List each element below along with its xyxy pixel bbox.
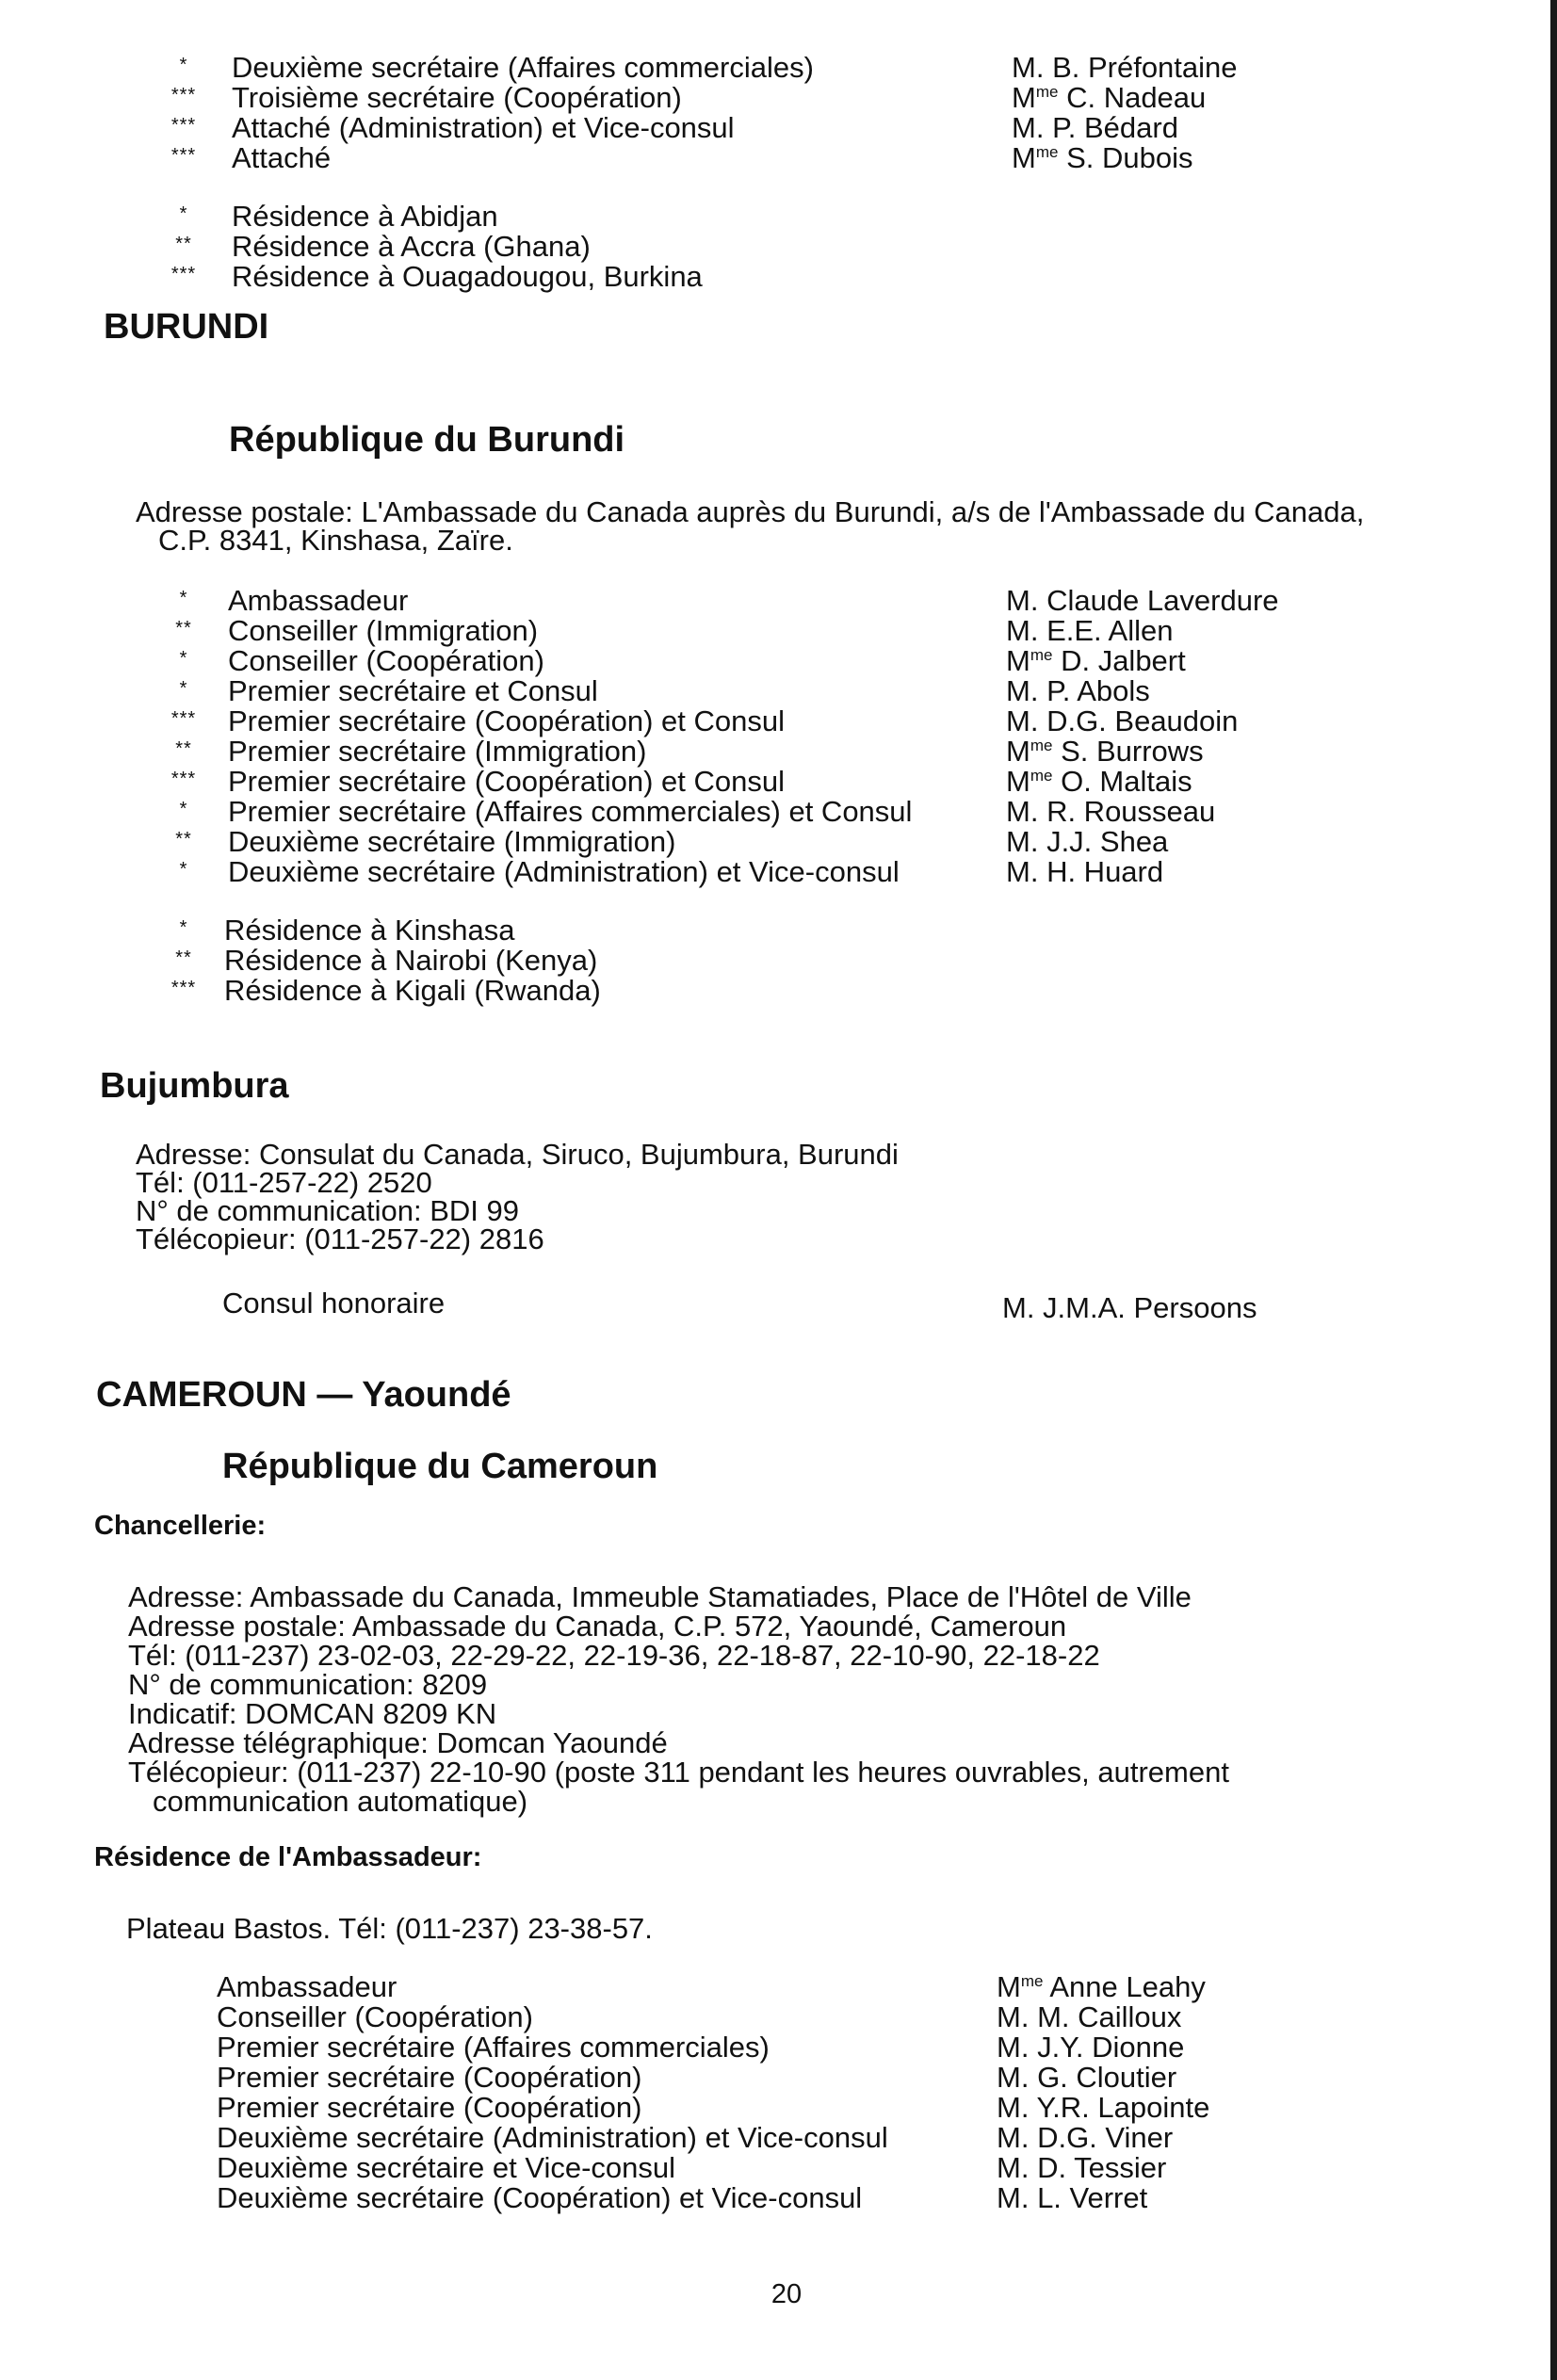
staff-row — [0, 2063, 1557, 2093]
footnote-marker: ** — [175, 618, 192, 639]
bujumbura-person: M. J.M.A. Persoons — [1002, 1291, 1257, 1324]
person-surname: C. Nadeau — [1066, 81, 1207, 114]
staff-row — [0, 2002, 1557, 2032]
honorific: $M^{me}$ — [997, 1970, 1044, 2003]
honorific: M. — [997, 2091, 1030, 2124]
chancery-label: Chancellerie: — [94, 1511, 267, 1541]
chancery-line: N° de communication: 8209 — [128, 1668, 488, 1701]
person-name — [997, 2002, 1181, 2032]
footnote-marker: *** — [170, 115, 197, 136]
burundi-postal-address-line2: C.P. 8341, Kinshasa, Zaïre. — [158, 524, 513, 557]
staff-row — [0, 53, 1557, 83]
burundi-staff-list — [0, 586, 1557, 887]
bujumbura-role: Consul honoraire — [222, 1287, 446, 1320]
honorific: M. — [997, 2000, 1030, 2033]
chancery-line: communication automatique) — [153, 1785, 528, 1818]
person-name — [1006, 676, 1150, 706]
person-surname: P. Abols — [1046, 674, 1150, 707]
position-title: Deuxième secrétaire (Coopération) et Vice-consul — [217, 2181, 863, 2214]
person-surname: Anne Leahy — [1049, 1970, 1206, 2003]
staff-row — [0, 2183, 1557, 2213]
residence-details: Plateau Bastos. Tél: (011-237) 23-38-57. — [126, 1912, 653, 1945]
position-title: Premier secrétaire (Coopération) et Consul — [228, 704, 785, 737]
chancery-line: Tél: (011-237) 23-02-03, 22-29-22, 22-19-36, 22-18-87, 22-10-90, 22-18-22 — [128, 1639, 1100, 1672]
person-name — [1006, 586, 1279, 616]
honorific: M. — [1006, 614, 1039, 647]
footnote-marker: *** — [170, 769, 197, 789]
person-name — [1012, 143, 1192, 173]
position-title: Deuxième secrétaire (Immigration) — [228, 825, 676, 858]
footnote-marker: * — [179, 203, 188, 224]
honorific: M. — [1006, 825, 1039, 858]
honorific: M. — [1006, 584, 1039, 617]
residence-text: Résidence à Abidjan — [232, 200, 498, 233]
staff-row — [0, 586, 1557, 616]
residence-text: Résidence à Kigali (Rwanda) — [224, 974, 601, 1007]
position-title: Attaché (Administration) et Vice-consul — [232, 111, 735, 144]
person-surname: R. Rousseau — [1046, 795, 1216, 828]
footnote-marker: * — [179, 55, 188, 75]
person-surname: S. Burrows — [1061, 735, 1204, 768]
position-title: Premier secrétaire (Affaires commerciales) et Consul — [228, 795, 913, 828]
position-title: Premier secrétaire et Consul — [228, 674, 598, 707]
person-surname: M. Cailloux — [1037, 2000, 1182, 2033]
chancery-line: Adresse: Ambassade du Canada, Immeuble Stamatiades, Place de l'Hôtel de Ville — [128, 1580, 1192, 1613]
staff-row — [0, 857, 1557, 887]
person-surname: Y.R. Lapointe — [1036, 2091, 1210, 2124]
country-heading-burundi: BURUNDI — [104, 307, 269, 347]
person-name — [1006, 767, 1192, 797]
honorific: $M^{me}$ — [1006, 735, 1053, 768]
footnote-marker: * — [179, 799, 188, 819]
chancery-line: Indicatif: DOMCAN 8209 KN — [128, 1697, 497, 1730]
residence-text: Résidence à Kinshasa — [224, 914, 515, 947]
residence-text: Résidence à Nairobi (Kenya) — [224, 944, 598, 977]
honorific: M. — [997, 2031, 1030, 2064]
honorific-superscript: me — [1030, 737, 1053, 754]
residence-note — [0, 915, 1557, 946]
person-surname: D. Jalbert — [1061, 644, 1186, 677]
footnote-marker: *** — [170, 708, 197, 729]
staff-row — [0, 737, 1557, 767]
person-surname: J.J. Shea — [1046, 825, 1169, 858]
person-name — [1006, 737, 1204, 767]
bujumbura-fax: Télécopieur: (011-257-22) 2816 — [136, 1222, 544, 1255]
footnote-marker: *** — [170, 264, 197, 284]
burundi-residence-notes — [0, 915, 1557, 1006]
footnote-marker: ** — [175, 947, 192, 968]
residence-note — [0, 946, 1557, 976]
person-surname: O. Maltais — [1061, 765, 1192, 798]
person-name — [997, 2153, 1166, 2183]
honorific-superscript: me — [1030, 646, 1053, 664]
staff-row — [0, 2093, 1557, 2123]
person-surname: H. Huard — [1046, 855, 1164, 888]
chancery-details — [0, 1582, 1557, 1816]
person-surname: G. Cloutier — [1037, 2061, 1177, 2094]
person-surname: P. Bédard — [1052, 111, 1178, 144]
honorific: M. — [1012, 111, 1045, 144]
honorific: $M^{me}$ — [1012, 141, 1059, 174]
person-name — [1006, 706, 1238, 737]
staff-row — [0, 143, 1557, 173]
official-name-burundi: République du Burundi — [229, 420, 625, 460]
staff-row — [0, 2153, 1557, 2183]
chancery-line: Adresse postale: Ambassade du Canada, C.P. 572, Yaoundé, Cameroun — [128, 1610, 1067, 1643]
staff-row — [0, 1972, 1557, 2002]
staff-row — [0, 83, 1557, 113]
honorific-superscript: me — [1020, 1972, 1044, 1990]
person-surname: Claude Laverdure — [1046, 584, 1279, 617]
staff-row — [0, 676, 1557, 706]
chancery-line: Télécopieur: (011-237) 22-10-90 (poste 311 pendant les heures ouvrables, autrement — [128, 1756, 1229, 1789]
bujumbura-address: Adresse: Consulat du Canada, Siruco, Bujumbura, Burundi — [136, 1138, 899, 1171]
person-name — [1006, 646, 1186, 676]
position-title: Attaché — [232, 141, 332, 174]
person-surname: S. Dubois — [1066, 141, 1193, 174]
person-name — [997, 2032, 1184, 2063]
chancery-line: Adresse télégraphique: Domcan Yaoundé — [128, 1726, 668, 1759]
position-title: Deuxième secrétaire (Administration) et Vice-consul — [217, 2121, 888, 2154]
honorific: $M^{me}$ — [1012, 81, 1059, 114]
honorific: $M^{me}$ — [1006, 765, 1053, 798]
burundi-postal-address-line1: Adresse postale: L'Ambassade du Canada auprès du Burundi, a/s de l'Ambassade du Canada, — [136, 495, 1365, 528]
person-name — [1006, 827, 1168, 857]
bujumbura-telephone: Tél: (011-257-22) 2520 — [136, 1166, 432, 1199]
position-title: Deuxième secrétaire (Affaires commerciales) — [232, 51, 814, 84]
person-name — [997, 2093, 1209, 2123]
footnote-marker: * — [179, 859, 188, 880]
person-surname: L. Verret — [1037, 2181, 1148, 2214]
person-surname: D.G. Viner — [1037, 2121, 1174, 2154]
footnote-marker: * — [179, 917, 188, 938]
person-surname: D. Tessier — [1037, 2151, 1167, 2184]
person-name — [997, 2063, 1176, 2093]
honorific-superscript: me — [1035, 83, 1059, 101]
position-title: Conseiller (Immigration) — [228, 614, 539, 647]
residence-note — [0, 976, 1557, 1006]
honorific: M. — [1012, 51, 1045, 84]
position-title: Premier secrétaire (Immigration) — [228, 735, 647, 768]
person-name — [1006, 616, 1173, 646]
position-title: Premier secrétaire (Coopération) et Consul — [228, 765, 785, 798]
footnote-marker: *** — [170, 978, 197, 998]
residence-note — [0, 202, 1557, 232]
staff-row — [0, 646, 1557, 676]
position-title: Ambassadeur — [217, 1970, 397, 2003]
staff-row — [0, 827, 1557, 857]
person-surname: J.Y. Dionne — [1037, 2031, 1185, 2064]
residence-text: Résidence à Accra (Ghana) — [232, 230, 591, 263]
staff-row — [0, 113, 1557, 143]
country-heading-cameroun: CAMEROUN — Yaoundé — [96, 1375, 511, 1415]
honorific: M. — [997, 2121, 1030, 2154]
honorific: M. — [997, 2061, 1030, 2094]
staff-row — [0, 616, 1557, 646]
staff-row — [0, 706, 1557, 737]
person-name — [1006, 797, 1215, 827]
person-surname: B. Préfontaine — [1052, 51, 1238, 84]
footnote-marker: *** — [170, 85, 197, 105]
footnote-marker: ** — [175, 829, 192, 850]
person-name — [997, 1972, 1206, 2002]
footnote-marker: ** — [175, 234, 192, 254]
position-title: Conseiller (Coopération) — [217, 2000, 533, 2033]
position-title: Deuxième secrétaire (Administration) et Vice-consul — [228, 855, 900, 888]
honorific: M. — [1006, 704, 1039, 737]
footnote-marker: * — [179, 588, 188, 608]
city-heading-bujumbura: Bujumbura — [100, 1066, 289, 1106]
footnote-marker: *** — [170, 145, 197, 166]
bujumbura-communication-number: N° de communication: BDI 99 — [136, 1194, 519, 1227]
person-surname: E.E. Allen — [1046, 614, 1174, 647]
person-surname: D.G. Beaudoin — [1046, 704, 1239, 737]
footnote-marker: * — [179, 648, 188, 669]
person-name — [1012, 83, 1206, 113]
residence-text: Résidence à Ouagadougou, Burkina — [232, 260, 703, 293]
cameroun-staff-list — [0, 1972, 1557, 2213]
honorific: M. — [1006, 795, 1039, 828]
honorific: M. — [997, 2151, 1030, 2184]
carryover-residence-notes — [0, 202, 1557, 292]
staff-row — [0, 797, 1557, 827]
staff-row — [0, 2123, 1557, 2153]
page-number: 20 — [770, 2279, 803, 2309]
residence-label: Résidence de l'Ambassadeur: — [94, 1842, 482, 1872]
residence-note — [0, 262, 1557, 292]
honorific: M. — [1006, 855, 1039, 888]
honorific: M. — [1006, 674, 1039, 707]
position-title: Troisième secrétaire (Coopération) — [232, 81, 682, 114]
person-name — [1012, 113, 1178, 143]
position-title: Premier secrétaire (Coopération) — [217, 2091, 642, 2124]
carryover-staff-list — [0, 53, 1557, 173]
footnote-marker: * — [179, 678, 188, 699]
staff-row — [0, 767, 1557, 797]
person-name — [997, 2123, 1173, 2153]
position-title: Deuxième secrétaire et Vice-consul — [217, 2151, 676, 2184]
position-title: Premier secrétaire (Affaires commerciales) — [217, 2031, 770, 2064]
residence-note — [0, 232, 1557, 262]
honorific: $M^{me}$ — [1006, 644, 1053, 677]
official-name-cameroun: République du Cameroun — [222, 1447, 658, 1486]
honorific: M. — [997, 2181, 1030, 2214]
position-title: Conseiller (Coopération) — [228, 644, 544, 677]
position-title: Premier secrétaire (Coopération) — [217, 2061, 642, 2094]
person-name — [997, 2183, 1147, 2213]
footnote-marker: ** — [175, 738, 192, 759]
position-title: Ambassadeur — [228, 584, 409, 617]
honorific-superscript: me — [1030, 767, 1053, 785]
person-name — [1012, 53, 1238, 83]
person-name — [1006, 857, 1163, 887]
staff-row — [0, 2032, 1557, 2063]
honorific-superscript: me — [1035, 143, 1059, 161]
